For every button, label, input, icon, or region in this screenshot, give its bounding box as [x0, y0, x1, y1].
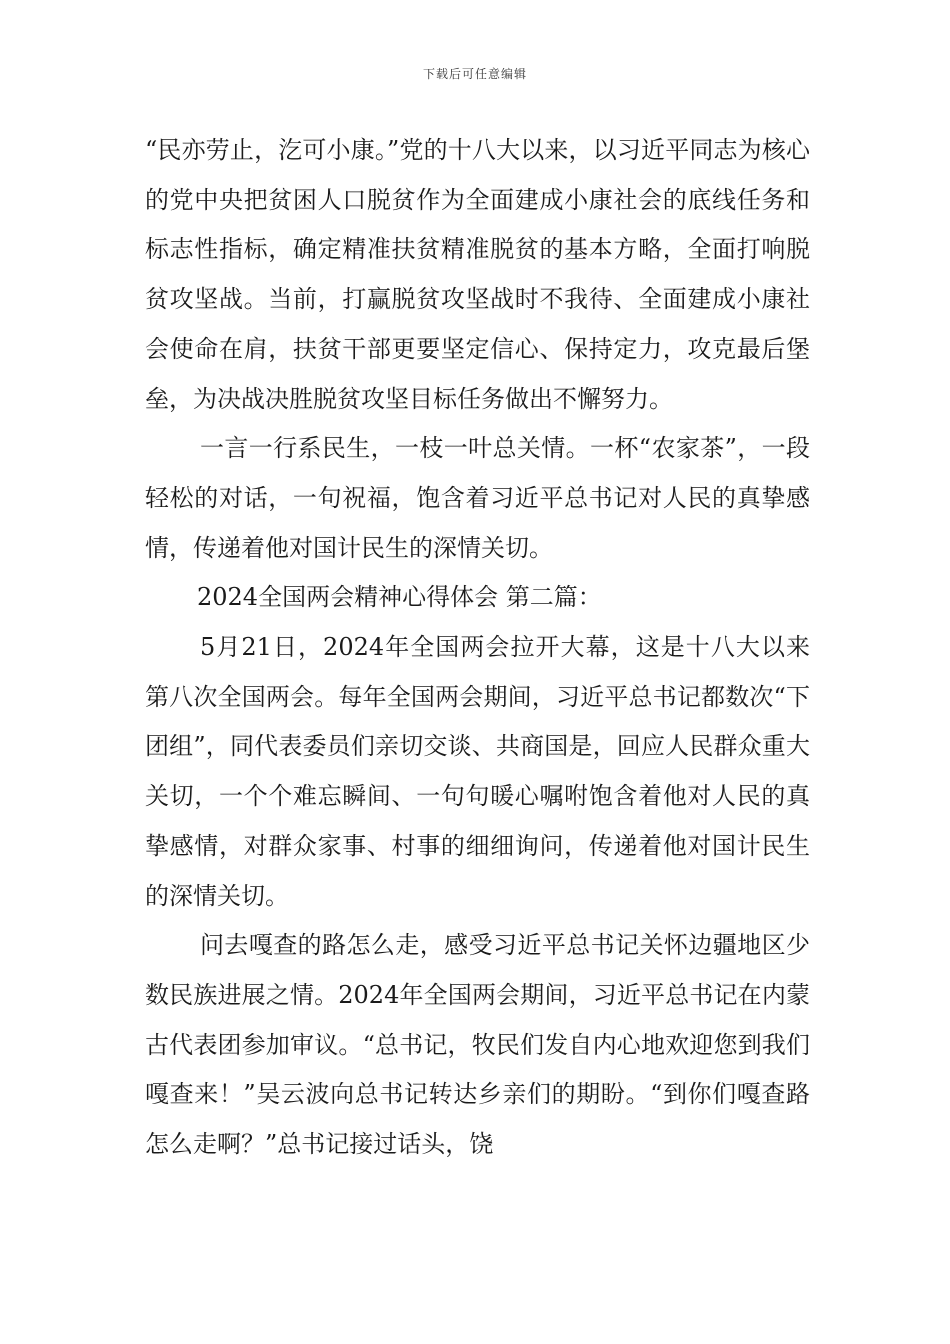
paragraph-1: “民亦劳止，汔可小康。”党的十八大以来，以习近平同志为核心的党中央把贫困人口脱贫作为全面建成小康社会的底线任务和标志性指标，确定精准扶贫精准脱贫的基本方略，全面打响脱贫攻坚战。当前，打赢脱贫攻坚战时不我待、全面建成小康社会使命在肩，扶贫干部更要坚定信心、保持定力，攻克最后堡垒，为决战决胜脱贫攻坚目标任务做出不懈努力。 — [145, 136, 810, 413]
page-header-note: 下载后可任意编辑 — [422, 67, 527, 81]
paragraph-4: 问去嘎查的路怎么走，感受习近平总书记关怀边疆地区少数民族进展之情。2024年全国两会期间，习近平总书记在内蒙古代表团参加审议。“总书记，牧民们发自内心地欢迎您到我们嘎查来！”吴云波向总书记转达乡亲们的期盼。“到你们嘎查路怎么走啊？”总书记接过话头，饶 — [145, 931, 810, 1159]
section-heading: 2024全国两会精神心得体会 第二篇： — [197, 583, 602, 612]
document-body — [145, 126, 810, 1170]
paragraph-3: 5月21日，2024年全国两会拉开大幕，这是十八大以来第八次全国两会。每年全国两会期间，习近平总书记都数次“下团组”，同代表委员们亲切交谈、共商国是，回应人民群众重大关切，一个个难忘瞬间、一句句暖心嘱咐饱含着他对人民的真挚感情，对群众家事、村事的细细询问，传递着他对国计民生的深情关切。 — [145, 633, 810, 910]
paragraph-2: 一言一行系民生，一枝一叶总关情。一杯“农家茶”，一段轻松的对话，一句祝福，饱含着习近平总书记对人民的真挚感情，传递着他对国计民生的深情关切。 — [145, 434, 810, 562]
